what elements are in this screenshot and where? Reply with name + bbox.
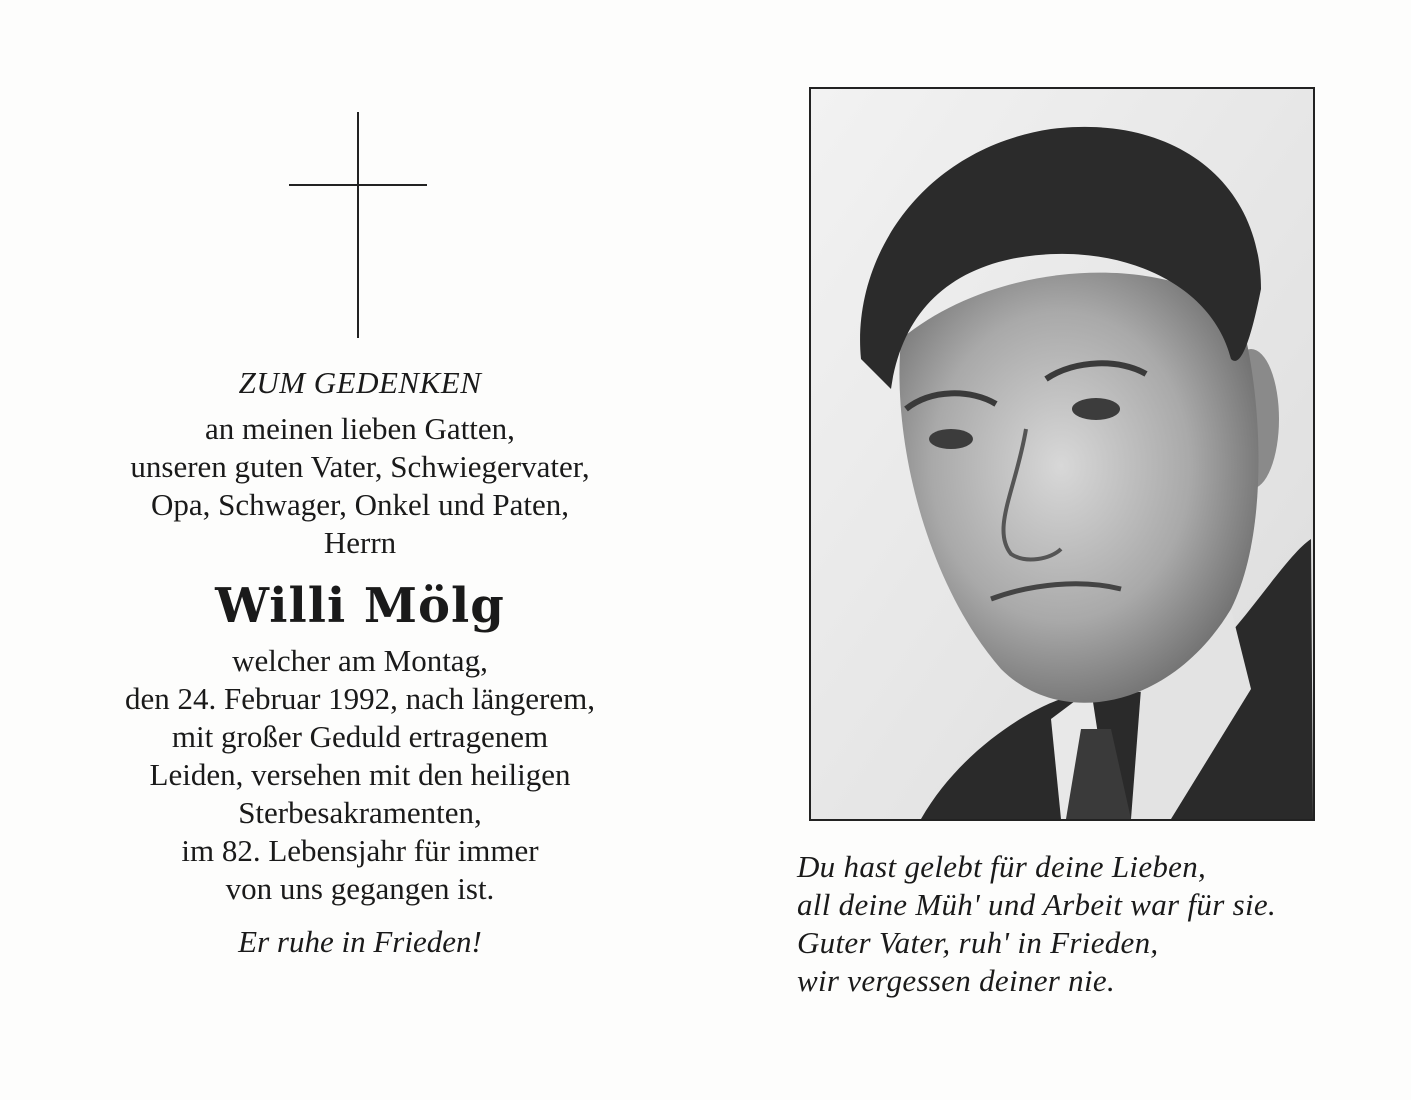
intro-line: Herrn (323, 525, 397, 560)
poem-line: Guter Vater, ruh' in Frieden, (797, 925, 1159, 960)
portrait-photo (809, 87, 1315, 821)
body-line: im 82. Lebensjahr für immer (181, 833, 539, 868)
cross-icon (289, 112, 427, 338)
poem (797, 848, 1397, 1000)
intro-line: Opa, Schwager, Onkel und Paten, (150, 487, 569, 522)
heading: ZUM GEDENKEN (238, 365, 482, 400)
portrait-illustration (811, 89, 1313, 819)
intro-line: an meinen lieben Gatten, (205, 411, 515, 446)
poem-line: wir vergessen deiner nie. (797, 963, 1115, 998)
body-line: den 24. Februar 1992, nach längerem, (124, 681, 595, 716)
body-line: Sterbesakramenten, (238, 795, 482, 830)
body-line: von uns gegangen ist. (225, 871, 495, 906)
cross-vertical-bar (357, 112, 359, 338)
memorial-text (60, 360, 660, 962)
cross-horizontal-bar (289, 184, 427, 186)
body-line: welcher am Montag, (232, 643, 488, 678)
closing-line: Er ruhe in Frieden! (238, 924, 482, 959)
poem-line: all deine Müh' und Arbeit war für sie. (797, 887, 1276, 922)
body-line: Leiden, versehen mit den heiligen (149, 757, 571, 792)
intro-line: unseren guten Vater, Schwiegervater, (130, 449, 590, 484)
body-line: mit großer Geduld ertragenem (171, 719, 549, 754)
poem-line: Du hast gelebt für deine Lieben, (797, 849, 1207, 884)
deceased-name: Willi Mölg (215, 578, 505, 634)
intro (60, 410, 660, 562)
body-text (60, 642, 660, 908)
